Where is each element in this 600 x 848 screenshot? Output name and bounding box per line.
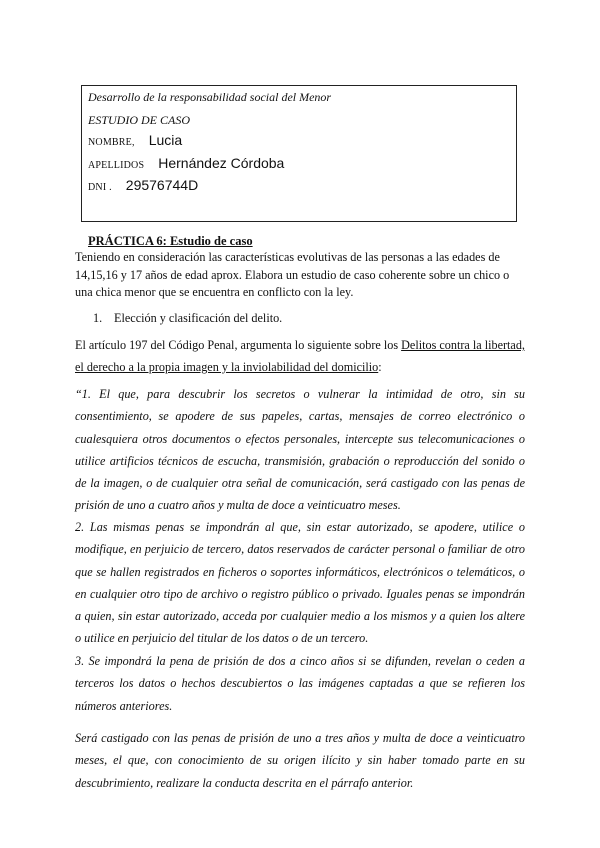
law-quote-3: 3. Se impondrá la pena de prisión de dos a cinco años si se difunden, revelan o ceden a terceros los datos o hechos descubiertos o las imágenes captadas a que se refieren los números anteriores. xyxy=(75,654,525,713)
list-item-number: 1. xyxy=(93,311,103,325)
dni-row xyxy=(88,177,198,195)
course-subject: Desarrollo de la responsabilidad social del Menor xyxy=(88,90,332,104)
name-value: Lucia xyxy=(148,132,183,148)
article-text: El artículo 197 del Código Penal, argumenta lo siguiente sobre los xyxy=(75,338,402,352)
list-item-label: Elección y clasificación del delito. xyxy=(114,311,283,325)
crime-category-link[interactable]: Delitos contra la libertad, el derecho a la propia imagen y la inviolabilidad del domicilio xyxy=(75,338,525,374)
practice-intro: Teniendo en consideración las características evolutivas de las personas a las edades de 14,15,16 y 17 años de edad aprox. Elabora un estudio de caso coherente sobre un chico o una chica menor que se encuentra en conflicto con la ley. xyxy=(75,250,510,299)
practice-title: PRÁCTICA 6: Estudio de caso xyxy=(88,234,253,248)
list-item xyxy=(93,311,282,326)
student-info-box xyxy=(81,85,517,222)
article-colon: : xyxy=(378,360,382,374)
dni-value: 29576744D xyxy=(125,177,199,193)
dni-label: DNI . xyxy=(88,182,112,193)
surname-label: APELLIDOS xyxy=(88,160,145,171)
law-quote-1: “1. El que, para descubrir los secretos o vulnerar la intimidad de otro, sin su consentimiento, se apodere de sus papeles, cartas, mensajes de correo electrónico o cualesquiera otros documentos o efectos personales, intercepte sus telecomunicaciones o utilice artificios técnicos de escucha, transmisión, grabación o reproducción del sonido o de la imagen, o de cualquier otra señal de comunicación, será castigado con las penas de prisión de uno a cuatro años y multa de doce a veinticuatro meses. xyxy=(75,387,525,513)
case-study-heading: ESTUDIO DE CASO xyxy=(88,113,190,127)
surname-row xyxy=(88,155,284,173)
surname-value: Hernández Córdoba xyxy=(158,155,285,171)
name-label: NOMBRE, xyxy=(88,137,135,148)
article-paragraph xyxy=(75,334,525,378)
law-quote-4: Será castigado con las penas de prisión de uno a tres años y multa de doce a veinticuatro meses, el que, con conocimiento de su origen ilícito y sin haber tomado parte en su descubrimiento, realizare la conducta descrita en el párrafo anterior. xyxy=(75,731,525,790)
law-quote-2: 2. Las mismas penas se impondrán al que, sin estar autorizado, se apodere, utilice o modifique, en perjuicio de tercero, datos reservados de carácter personal o familiar de otro que se hallen registrados en ficheros o soportes informáticos, electrónicos o telemáticos, o en cualquier otro tipo de archivo o registro público o privado. Iguales penas se impondrán a quien, sin estar autorizado, acceda por cualquier medio a los mismos y a quien los altere o utilice en perjuicio del titular de los datos o de un tercero. xyxy=(75,520,525,646)
name-row xyxy=(88,132,182,150)
